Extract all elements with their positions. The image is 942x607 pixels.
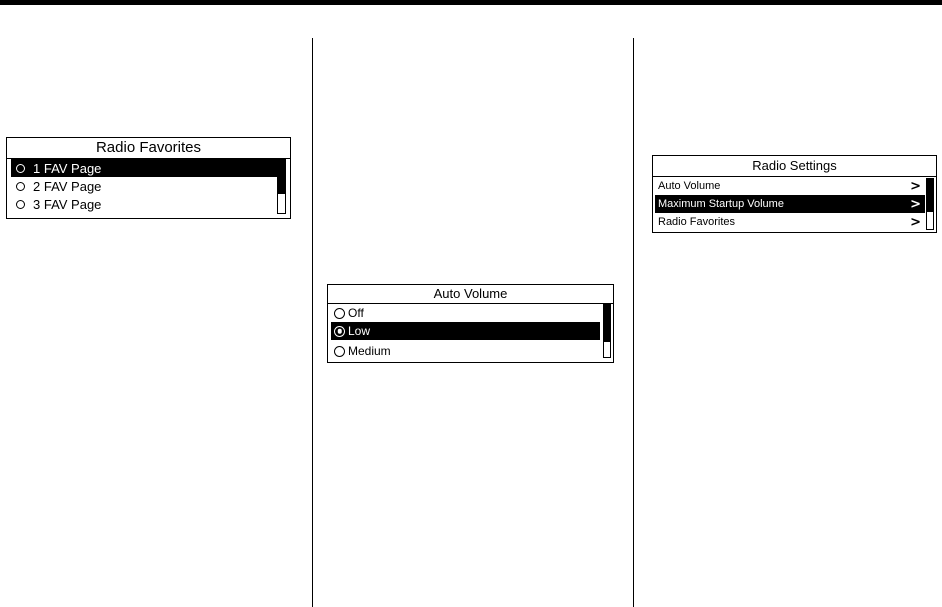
- list-item-label: Low: [348, 324, 371, 338]
- column-divider-left: [312, 38, 313, 607]
- radio-icon: [16, 164, 25, 173]
- list-item-auto-volume[interactable]: [655, 177, 925, 195]
- list-item-fav-3[interactable]: [11, 195, 277, 213]
- radio-icon: [16, 200, 25, 209]
- scrollbar[interactable]: [926, 178, 934, 230]
- page-top-rule: [0, 0, 942, 5]
- list-item-fav-1[interactable]: [11, 159, 277, 177]
- list-item-label: Radio Favorites: [658, 216, 736, 228]
- list-item-label: 3 FAV Page: [33, 196, 102, 212]
- list-item-label: Off: [348, 306, 364, 320]
- list-item-label: 1 FAV Page: [33, 160, 102, 176]
- scrollbar[interactable]: [603, 304, 611, 358]
- radio-icon: [334, 308, 345, 319]
- column-divider-right: [633, 38, 634, 607]
- list-item-label: Maximum Startup Volume: [658, 198, 784, 210]
- list-item-low[interactable]: [331, 322, 600, 340]
- list-item-label: 2 FAV Page: [33, 178, 102, 194]
- radio-selected-icon: [334, 326, 345, 337]
- list-item-radio-favorites[interactable]: [655, 213, 925, 231]
- chevron-right-icon: >: [910, 178, 921, 194]
- list-item-maximum-startup-volume[interactable]: [655, 195, 925, 213]
- list-item-label: Auto Volume: [658, 180, 721, 192]
- scrollbar-thumb[interactable]: [278, 160, 285, 194]
- list-item-off[interactable]: [331, 304, 600, 322]
- scrollbar-thumb[interactable]: [604, 305, 610, 342]
- list-item-medium[interactable]: [331, 342, 600, 360]
- chevron-right-icon: >: [910, 214, 921, 230]
- radio-settings-panel: [652, 155, 937, 233]
- list-item-fav-2[interactable]: [11, 177, 277, 195]
- auto-volume-panel: [327, 284, 614, 363]
- panel-title: Radio Favorites: [7, 138, 290, 159]
- radio-icon: [334, 346, 345, 357]
- panel-title: Auto Volume: [328, 285, 613, 304]
- scrollbar[interactable]: [277, 159, 286, 214]
- radio-icon: [16, 182, 25, 191]
- scrollbar-thumb[interactable]: [927, 179, 933, 212]
- chevron-right-icon: >: [910, 196, 921, 212]
- radio-favorites-panel: [6, 137, 291, 219]
- list-item-label: Medium: [348, 344, 391, 358]
- panel-title: Radio Settings: [653, 156, 936, 177]
